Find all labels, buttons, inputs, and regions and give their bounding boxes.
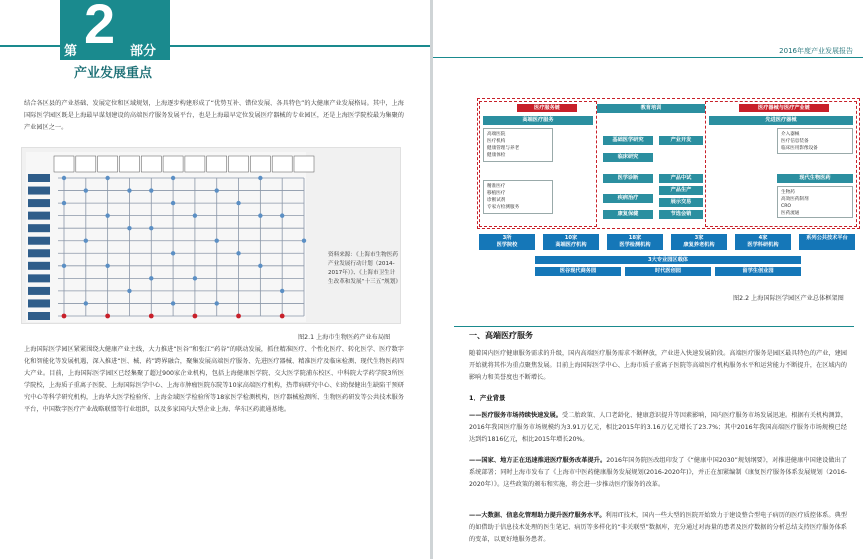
park-carrier-3: 留学生创业园 bbox=[715, 267, 801, 276]
grid-row-header-box bbox=[28, 299, 50, 307]
grid-dot bbox=[84, 188, 88, 192]
grid-dot bbox=[149, 314, 154, 319]
grid-column-header-box bbox=[163, 156, 183, 172]
grid-column-header-box bbox=[141, 156, 161, 172]
grid-dot bbox=[62, 201, 66, 205]
list-item: 健康体检 bbox=[487, 153, 506, 158]
section-title: 一、高端医疗服务 bbox=[469, 331, 533, 340]
treatment-box: 疾病治疗 bbox=[603, 194, 653, 203]
list-item: 医疗机构 bbox=[487, 139, 506, 144]
high-end-service-list bbox=[483, 128, 553, 162]
layout-grid-graphic bbox=[22, 148, 402, 325]
grid-dot bbox=[105, 213, 109, 217]
grid-dot bbox=[171, 201, 175, 205]
device-chain-header: 医疗器械与医疗产业链 bbox=[739, 104, 829, 112]
grid-dot bbox=[149, 276, 153, 280]
list-item: 医疗信息装备 bbox=[781, 139, 809, 144]
institution-box: 3家 康复养老机构 bbox=[671, 234, 727, 250]
park-carrier-header: 3大专业园区载体 bbox=[535, 256, 801, 264]
intro-paragraph: 结合各区县的产业基础、发展定位和区域规划，上海逐步构建形成了“优势互补、错位发展、各具特色”的大健康产业发展格局。其中，上海国际医学园区既是上海最早谋划建设的高端医疗服务发展平台，也是上海最早定位发展医疗器械的专业园区，还是上海医学院校最为集聚的产业园区之一。 bbox=[24, 100, 404, 131]
list-item: 生物药 bbox=[781, 190, 795, 195]
advanced-device-header: 先进医疗器械 bbox=[709, 116, 853, 125]
clinical-research-box: 临床研究 bbox=[603, 153, 653, 162]
grid-dot bbox=[193, 314, 198, 319]
chapter-suffix: 部分 bbox=[130, 44, 157, 59]
trade-box: 展示交易 bbox=[659, 198, 703, 207]
paragraph-lead: ——国家、地方正在迅速推进医疗服务改革提升。 bbox=[469, 457, 607, 464]
grid-dot bbox=[236, 314, 241, 319]
grid-dot bbox=[215, 239, 219, 243]
institution-box: 4家 医学科研机构 bbox=[735, 234, 791, 250]
framework-diagram bbox=[477, 96, 860, 284]
section-rule bbox=[454, 326, 854, 327]
advanced-device-list bbox=[777, 128, 853, 154]
paragraph-lead: ——大数据、信息化管理助力提升医疗服务水平。 bbox=[469, 512, 606, 519]
grid-dot bbox=[171, 251, 175, 255]
grid-dot bbox=[193, 276, 197, 280]
grid-dot bbox=[127, 226, 131, 230]
list-item: CRO bbox=[781, 204, 792, 209]
education-training-bar: 教育培训 bbox=[597, 104, 705, 113]
list-item: 介入器械 bbox=[781, 132, 800, 137]
figure-2-caption: 图2.2 上海国际医学园区产业总体框架图 bbox=[733, 295, 844, 302]
grid-dot bbox=[149, 226, 153, 230]
paragraph-body: 2016年国务院医改组印发了《“健康中国2030”规划纲要》，对推进健康中国建设做出了系统部署；同时上海市发布了《上海市中医药健康服务发展规划(2016-2020年)》，并正在加紧编制《康复医疗服务体系发展规划（2016-2020年）》。这些政策的颁布和实施，将会进一步推动医疗服务的改革。 bbox=[469, 457, 847, 488]
grid-dot bbox=[302, 239, 306, 243]
institution-box: 18家 医学检测机构 bbox=[607, 234, 663, 250]
biomedicine-list bbox=[777, 186, 853, 218]
grid-dot bbox=[280, 314, 285, 319]
big-data-paragraph bbox=[469, 510, 847, 546]
chapter-number: 2 bbox=[84, 0, 116, 55]
grid-background bbox=[26, 152, 306, 322]
park-carrier-1: 医谷现代商务园 bbox=[535, 267, 621, 276]
grid-dot bbox=[215, 301, 219, 305]
grid-dot bbox=[62, 314, 67, 319]
high-end-service-header: 高端医疗服务 bbox=[483, 116, 593, 125]
grid-row-header-box bbox=[28, 287, 50, 295]
diagnosis-box: 医学诊断 bbox=[603, 174, 653, 183]
grid-dot bbox=[171, 176, 175, 180]
production-box: 产品生产 bbox=[659, 186, 703, 195]
institution-box: 3所 医学院校 bbox=[479, 234, 535, 250]
grid-column-header-box bbox=[185, 156, 205, 172]
grid-column-header-box bbox=[294, 156, 314, 172]
grid-dot bbox=[215, 188, 219, 192]
sales-box: 节选会销 bbox=[659, 210, 703, 219]
industry-layout-figure bbox=[21, 147, 401, 324]
basic-research-box: 基础医学研究 bbox=[603, 136, 653, 145]
list-item: 诊断试剂 bbox=[487, 198, 506, 203]
list-item: 移植医疗 bbox=[487, 191, 506, 196]
paragraph-body: 利用IT技术，国内一些大型的医院开始致力于建设整合型电子病历的医疗质控体系。典型的如借助于信息技术处理的医生笔记、病历等多样化的“非关联型”数据库，充分通过对海量的患者及医疗数据的分析总结支持医疗服务体系的变革，以更好地服务患者。 bbox=[469, 512, 847, 543]
figure-1-caption: 图2.1 上海市生物医药产业布局图 bbox=[298, 334, 391, 341]
grid-dot bbox=[280, 289, 284, 293]
grid-row-header-box bbox=[28, 262, 50, 270]
grid-dot bbox=[105, 264, 109, 268]
left-page bbox=[0, 0, 430, 559]
grid-dot bbox=[127, 188, 131, 192]
running-header: 2016年度产业发展报告 bbox=[779, 47, 853, 55]
grid-row-header-box bbox=[28, 312, 50, 320]
list-item: 精准医疗 bbox=[487, 184, 506, 189]
park-carrier-2: 时代医创园 bbox=[625, 267, 711, 276]
grid-dot bbox=[258, 264, 262, 268]
grid-row-header-box bbox=[28, 199, 50, 207]
grid-row-header-box bbox=[28, 224, 50, 232]
chapter-prefix: 第 bbox=[64, 44, 78, 59]
grid-row-header-box bbox=[28, 212, 50, 220]
grid-column-header-box bbox=[272, 156, 292, 172]
grid-row-header-box bbox=[28, 237, 50, 245]
institution-box: 系列公共技术平台 bbox=[799, 234, 855, 250]
medical-chain-header: 医疗服务链 bbox=[517, 104, 577, 112]
list-item: 健康管理与养老 bbox=[487, 146, 520, 151]
grid-dot bbox=[62, 176, 66, 180]
list-item: 临床医用影像设备 bbox=[781, 146, 818, 151]
grid-column-header-box bbox=[207, 156, 227, 172]
grid-dot bbox=[171, 301, 175, 305]
biomedicine-header: 现代生物医药 bbox=[777, 174, 853, 183]
section-intro-paragraph: 随着国内医疗健康服务需求的升级，国内高端医疗服务需求不断释放，产业进入快速发展阶段。高端医疗服务是园区最具特色的产业，建园开始就将其作为重点聚焦发展。目前上海国际医学中心、上海市质子重离子医院等高端医疗机构服务水平和运营能力不断提升，在区域内的影响力和美誉度也不断增长。 bbox=[469, 350, 847, 381]
grid-column-header-box bbox=[54, 156, 74, 172]
grid-row-header-box bbox=[28, 249, 50, 257]
grid-dot bbox=[84, 239, 88, 243]
grid-dot bbox=[105, 314, 110, 319]
grid-dot bbox=[84, 301, 88, 305]
grid-dot bbox=[127, 289, 131, 293]
right-page bbox=[433, 0, 863, 559]
list-item: 高效医药制剂 bbox=[781, 197, 809, 202]
grid-column-header-box bbox=[76, 156, 96, 172]
grid-dot bbox=[236, 201, 240, 205]
grid-dot bbox=[193, 213, 197, 217]
grid-column-header-box bbox=[229, 156, 249, 172]
subsection-heading: 1．产业背景 bbox=[469, 394, 506, 402]
grid-dot bbox=[280, 213, 284, 217]
figure-source-note: 资料来源：《上海市生物医药产业发展行动计划（2014-2017年）》、《上海市卫生计生改革和发展“十三五”规划》 bbox=[328, 252, 401, 285]
grid-dot bbox=[258, 176, 262, 180]
paragraph-body: 受二胎政策、人口老龄化、健康意识提升等因素影响，国内医疗服务市场发展迅速。根据有关机构测算，2016年我国医疗服务市场规模约为3.91万亿元，相比2015年的3.16万亿元增长了23.7%；其中2016年我国高端医疗服务市场规模已经达到约1816亿元，相比2015年增长20%。 bbox=[469, 412, 848, 443]
market-growth-paragraph bbox=[469, 410, 847, 446]
rehab-box: 康复保健 bbox=[603, 210, 653, 219]
grid-dot bbox=[236, 251, 240, 255]
list-item: 医药流通 bbox=[781, 211, 800, 216]
precision-medicine-list bbox=[483, 180, 553, 214]
list-item: 专家方检测服务 bbox=[487, 205, 520, 210]
grid-column-header-box bbox=[98, 156, 118, 172]
grid-row-header-box bbox=[28, 274, 50, 282]
institution-box: 10家 高端医疗机构 bbox=[543, 234, 599, 250]
policy-reform-paragraph bbox=[469, 455, 847, 491]
industry-dev-box: 产业开发 bbox=[659, 136, 703, 145]
grid-column-header-box bbox=[119, 156, 139, 172]
grid-column-header-box bbox=[250, 156, 270, 172]
list-item: 高端医院 bbox=[487, 132, 506, 137]
pilot-box: 产品中试 bbox=[659, 174, 703, 183]
grid-dot bbox=[258, 213, 262, 217]
grid-row-header-box bbox=[28, 187, 50, 195]
chapter-title: 产业发展重点 bbox=[74, 66, 153, 81]
grid-dot bbox=[105, 176, 109, 180]
park-description-paragraph: 上海国际医学园区紧紧围绕大健康产业主线，大力推进“医谷”和张江“药谷”的联动发展，抓住精准医疗、个性化医疗、转化医学、医疗数字化和智能化等发展机遇，深入推进“医、械、药”跨界融合，聚集发展高端医疗服务、先进医疗器械、精准医疗及临床检测、现代生物医药四大产业。目前，上海国际医学园区已经集聚了超过900家企业机构，包括上海健康医学院、交大医学院浦东校区、中科院大学药学院3所医学院校，上海质子重离子医院、上海国际医学中心、上海市肿瘤医院东院等10家高端医疗机构，热带病研究中心、妇幼保健出生缺陷干预研究中心等科学研究机构，上海华大医学检验所、上海金域医学检验所等18家医学检测机构，医疗器械检测所、生物医药研发等公共技术服务平台，中国数字医疗产业战略联盟等行业组织，以及多家国内大型企业上海、华东区药流通基地。 bbox=[24, 346, 404, 413]
header-rule bbox=[433, 57, 863, 58]
paragraph-lead: ——医疗服务市场持续快速发展。 bbox=[469, 412, 562, 419]
grid-row-header-box bbox=[28, 174, 50, 182]
grid-dot bbox=[149, 188, 153, 192]
grid-dot bbox=[62, 264, 66, 268]
